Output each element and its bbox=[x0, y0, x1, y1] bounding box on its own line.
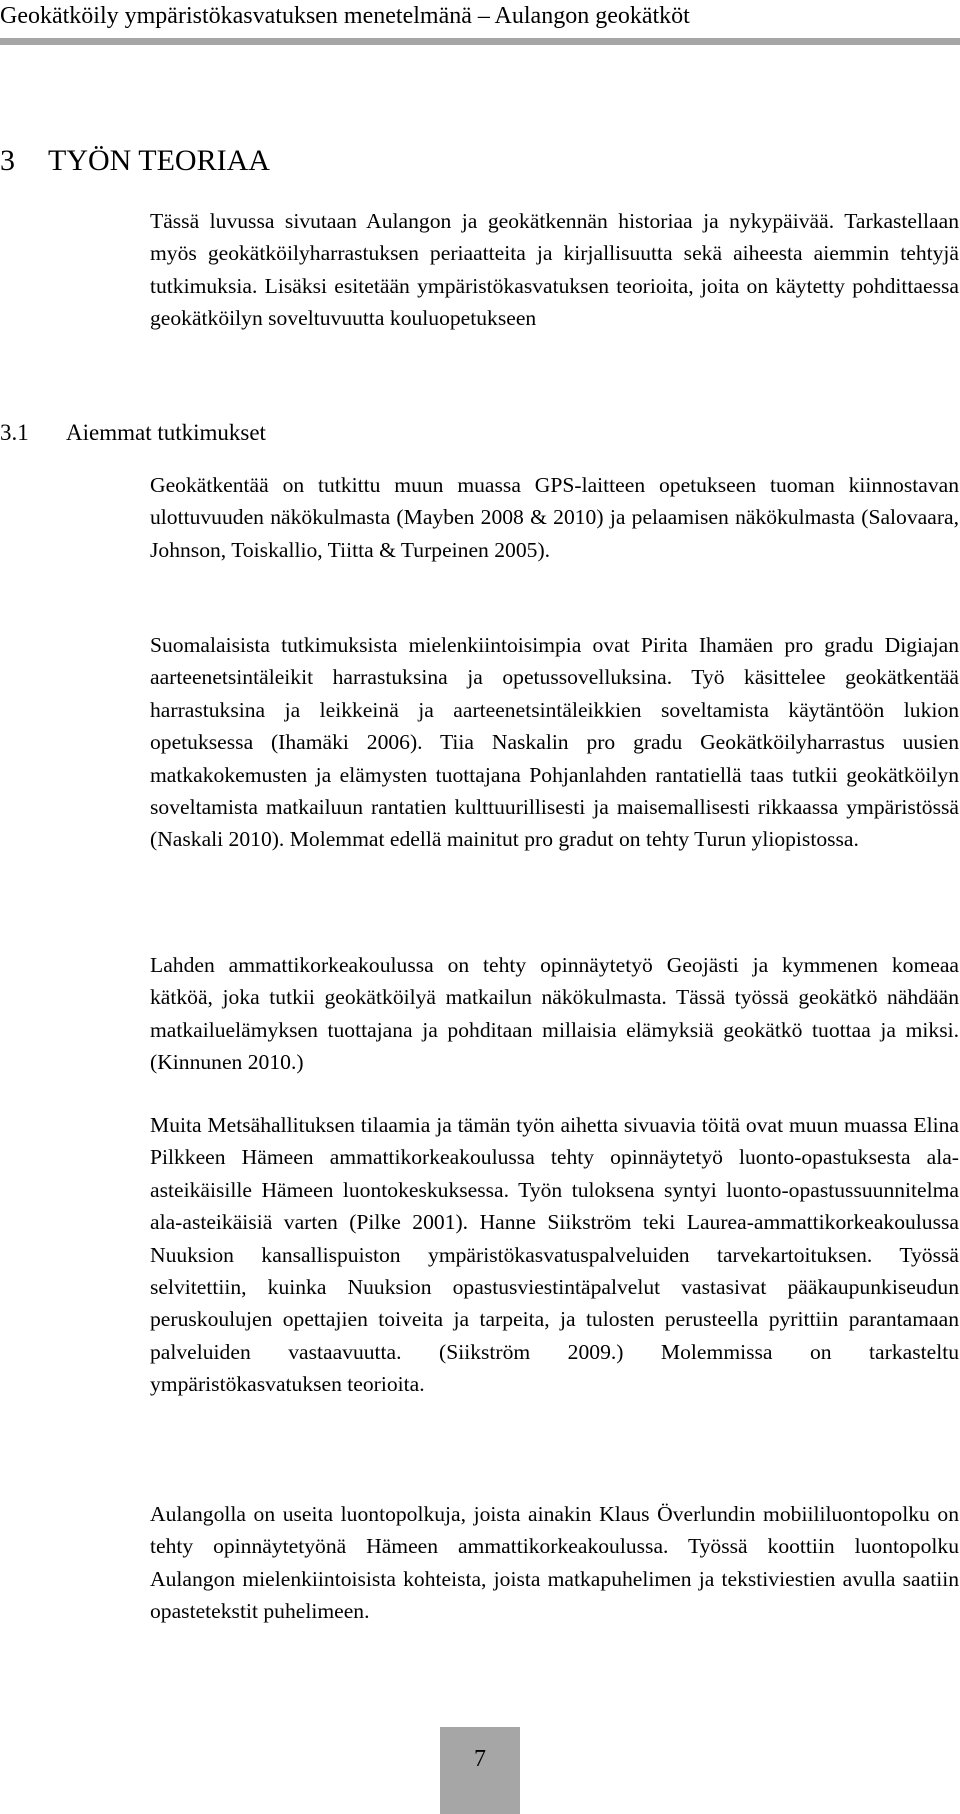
running-header bbox=[0, 0, 960, 46]
page-number: 7 bbox=[474, 1746, 486, 1772]
page-number-box bbox=[440, 1727, 520, 1814]
header-title: Geokätköily ympäristökasvatuksen menetelmänä – Aulangon geokätköt bbox=[0, 3, 690, 29]
chapter-title: TYÖN TEORIAA bbox=[48, 144, 270, 177]
chapter-number: 3 bbox=[0, 144, 15, 177]
chapter-heading bbox=[0, 143, 270, 179]
header-rule bbox=[0, 38, 960, 45]
intro-paragraph: Tässä luvussa sivutaan Aulangon ja geokätkennän historiaa ja nykypäivää. Tarkastellaan myös geokätköilyharrastuksen periaatteita ja kirjallisuutta sekä aiheesta aiemmin tehtyjä tutkimuksia. Lisäksi esitetään ympäristökasvatuksen teorioita, joita on käytetty pohdittaessa geokätköilyn soveltuvuutta kouluopetukseen bbox=[150, 209, 959, 331]
paragraph-2: Suomalaisista tutkimuksista mielenkiintoisimpia ovat Pirita Ihamäen pro gradu Digiajan aarteenetsintäleikit harrastuksina ja opetussovelluksina. Työ käsittelee geokätkentää harrastuksina ja leikkeinä ja aarteenetsintäleikkien soveltamista käytäntöön lukion opetuksessa (Ihamäki 2006). Tiia Naskalin pro gradu Geokätköilyharrastus uusien matkakokemusten ja elämysten tuottajana Pohjanlahden rantatiellä taas tutkii geokätköilyn soveltamista matkailuun rantatien kulttuurillisesti ja maisemallisesti rikkaassa ympäristössä (Naskali 2010). Molemmat edellä mainitut pro gradut on tehty Turun yliopistossa. bbox=[150, 633, 959, 852]
paragraph-3: Lahden ammattikorkeakoulussa on tehty opinnäytetyö Geojästi ja kymmenen komeaa kätköä, joka tutkii geokätköilyä matkailun näkökulmasta. Tässä työssä geokätkö nähdään matkailuelämyksen tuottajana ja pohditaan millaisia elämyksiä geokätkö tuottaa ja miksi. (Kinnunen 2010.) bbox=[150, 953, 959, 1075]
section-heading bbox=[0, 419, 266, 447]
section-number: 3.1 bbox=[0, 420, 29, 445]
paragraph-5: Aulangolla on useita luontopolkuja, joista ainakin Klaus Överlundin mobiililuontopolku on tehty opinnäytetyönä Hämeen ammattikorkeakoulussa. Työssä koottiin luontopolku Aulangon mielenkiintoisista kohteista, joista matkapuhelimen ja tekstiviestien avulla saatiin opastetekstit puhelimeen. bbox=[150, 1502, 959, 1624]
section-title: Aiemmat tutkimukset bbox=[66, 420, 266, 445]
paragraph-1: Geokätkentää on tutkittu muun muassa GPS-laitteen opetukseen tuoman kiinnostavan ulottuvuuden näkökulmasta (Mayben 2008 & 2010) ja pelaamisen näkökulmasta (Salovaara, Johnson, Toiskallio, Tiitta & Turpeinen 2005). bbox=[150, 473, 959, 562]
paragraph-4: Muita Metsähallituksen tilaamia ja tämän työn aihetta sivuavia töitä ovat muun muassa Elina Pilkkeen Hämeen ammattikorkeakoulussa tehty opinnäytetyö luonto-opastuksesta ala-asteikäisille Hämeen luontokeskuksessa. Työn tuloksena syntyi luonto-opastussuunnitelma ala-asteikäisiä varten (Pilke 2001). Hanne Siikström teki Laurea-ammattikorkeakoulussa Nuuksion kansallispuiston ympäristökasvatuspalveluiden tarvekartoituksen. Työssä selvitettiin, kuinka Nuuksion opastusviestintäpalvelut vastasivat pääkaupunkiseudun peruskoulujen opettajien toiveita ja tarpeita, ja tulosten perusteella pyrittiin parantamaan palveluiden vastaavuutta. (Siikström 2009.) Molemmissa on tarkasteltu ympäristökasvatuksen teorioita. bbox=[150, 1113, 959, 1397]
